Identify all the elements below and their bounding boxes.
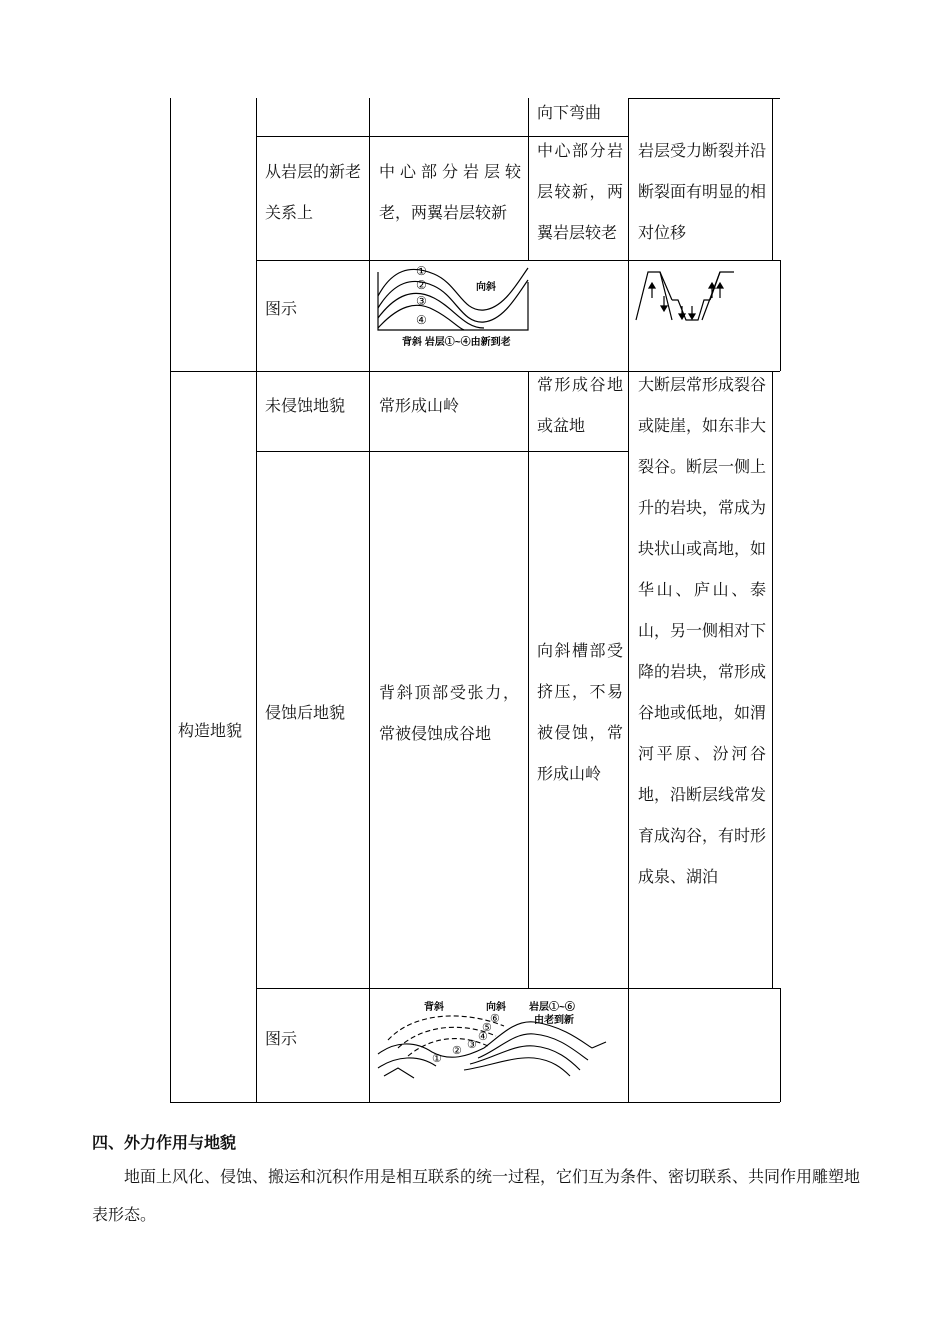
- anticline-label: 背斜: [424, 1002, 444, 1013]
- age-relation-label: 从岩层的新老关系上: [265, 162, 362, 222]
- fault-diagram: [634, 266, 738, 328]
- layer-number: ⑥: [490, 1013, 500, 1025]
- syncline-label: 向斜: [486, 1002, 506, 1013]
- section-paragraph: 地面上风化、侵蚀、搬运和沉积作用是相互联系的统一过程，它们互为条件、密切联系、共同作用雕塑地表形态。: [92, 1167, 861, 1224]
- layer-number: ⑤: [482, 1022, 492, 1034]
- section-title: 四、外力作用与地貌: [92, 1133, 237, 1152]
- fold-caption: 背斜 岩层①~④由新到老: [402, 337, 511, 348]
- legend-line-1: 岩层①~⑥: [529, 1002, 575, 1013]
- erosion-diagram: [374, 996, 614, 1086]
- layer-number: ④: [416, 313, 427, 327]
- layer-number: ①: [432, 1053, 442, 1065]
- figure-label-1: 图示: [265, 299, 298, 318]
- syncline-bend-text: 向下弯曲: [537, 103, 602, 122]
- fault-landform-text: 大断层常形成裂谷或陡崖，如东非大裂谷。断层一侧上升的岩块，常成为块状山或高地，如华山、庐山、泰山，另一侧相对下降的岩块，常形成谷地或低地，如渭河平原、汾河谷地，沿断层线常发育成沟谷，有时形成泉、湖泊: [638, 375, 767, 886]
- eroded-landform-label: 侵蚀后地貌: [265, 703, 346, 722]
- fault-age-text: 岩层受力断裂并沿断裂面有明显的相对位移: [638, 141, 767, 242]
- layer-number: ②: [452, 1045, 462, 1057]
- layer-number: ④: [478, 1031, 488, 1043]
- syncline-uneroded-text: 常形成谷地或盆地: [537, 375, 623, 435]
- layer-number: ③: [416, 294, 427, 308]
- legend-line-2: 由老到新: [534, 1015, 574, 1026]
- tectonic-landform-label: 构造地貌: [178, 721, 243, 740]
- syncline-label: 向斜: [476, 282, 496, 293]
- anticline-uneroded-text: 常形成山岭: [379, 396, 460, 415]
- anticline-age-text: 中心部分岩层较老，两翼岩层较新: [379, 162, 521, 222]
- anticline-eroded-text: 背斜顶部受张力，常被侵蚀成谷地: [379, 683, 519, 743]
- syncline-age-text: 中心部分岩层较新，两翼岩层较老: [537, 141, 623, 242]
- syncline-eroded-text: 向斜槽部受挤压，不易被侵蚀，常形成山岭: [537, 641, 623, 783]
- layer-number: ②: [416, 278, 427, 292]
- uneroded-landform-label: 未侵蚀地貌: [265, 396, 346, 415]
- fold-diagram: [372, 262, 532, 352]
- layer-number: ①: [416, 264, 427, 278]
- figure-label-2: 图示: [265, 1029, 298, 1048]
- layer-number: ③: [467, 1039, 477, 1051]
